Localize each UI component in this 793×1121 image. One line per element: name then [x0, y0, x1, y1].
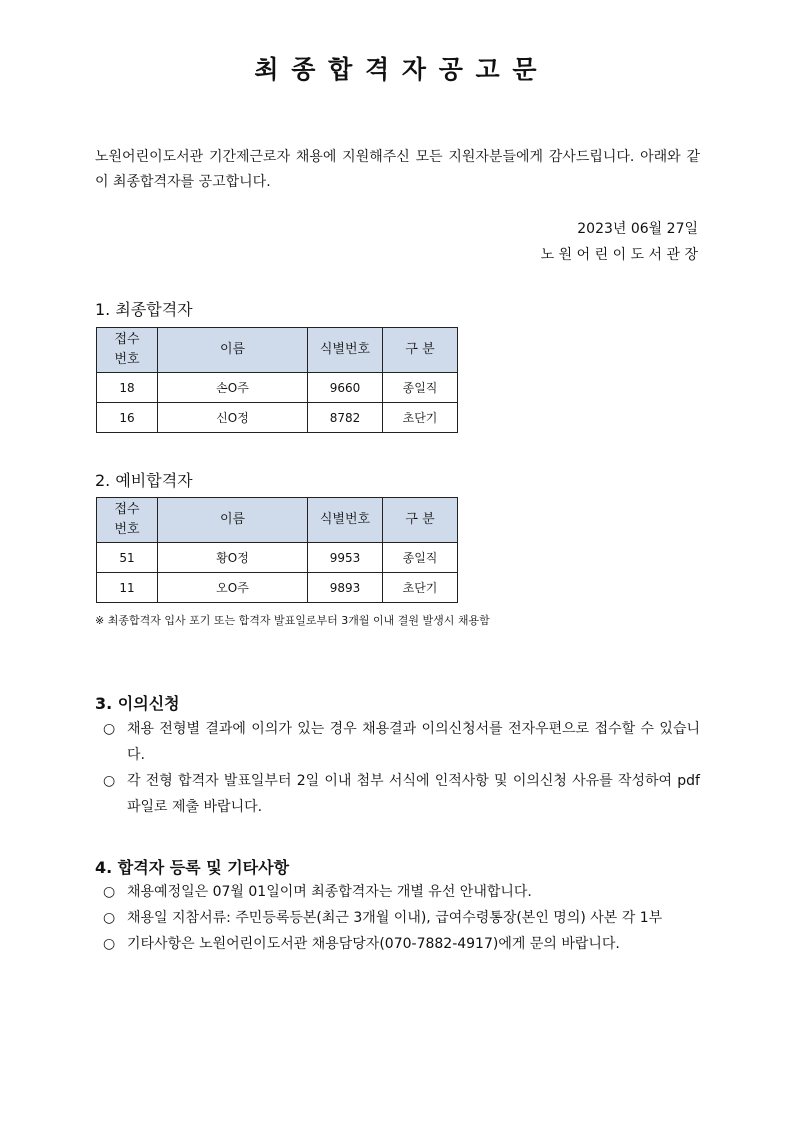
cell-receipt-number: 18 — [97, 373, 158, 403]
cell-name: 신O정 — [158, 403, 308, 433]
table-row — [97, 403, 458, 433]
list-item — [103, 768, 700, 820]
circle-bullet-icon: ○ — [103, 910, 116, 926]
cell-id-number: 8782 — [308, 403, 383, 433]
signer-name: 노 원 어 린 이 도 서 관 장 — [540, 247, 698, 263]
cell-name: 오O주 — [158, 573, 308, 603]
list-item — [103, 716, 700, 768]
header-name: 이름 — [158, 498, 308, 543]
header-receipt-number-line2: 번호 — [114, 522, 140, 537]
list-item-text: 채용예정일은 07월 01일이며 최종합격자는 개별 유선 안내합니다. — [127, 884, 532, 900]
announcement-date: 2023년 06월 27일 — [577, 221, 698, 237]
header-receipt-number-line1: 접수 — [114, 502, 140, 517]
cell-receipt-number: 16 — [97, 403, 158, 433]
list-item — [103, 879, 700, 905]
cell-name: 손O주 — [158, 373, 308, 403]
table-header-row — [97, 498, 458, 543]
list-item-text: 기타사항은 노원어린이도서관 채용담당자(070-7882-4917)에게 문의 바랍니다. — [127, 936, 620, 952]
header-receipt-number — [97, 328, 158, 373]
page-title: 최 종 합 격 자 공 고 문 — [254, 55, 539, 84]
circle-bullet-icon: ○ — [103, 721, 116, 737]
section-heading-final-pass: 1. 최종합격자 — [95, 300, 193, 319]
list-item — [103, 905, 700, 931]
header-name: 이름 — [158, 328, 308, 373]
table-row — [97, 573, 458, 603]
table-header-row — [97, 328, 458, 373]
list-item-text: 채용일 지참서류: 주민등록등본(최근 3개월 이내), 급여수령통장(본인 명의) 사본 각 1부 — [127, 910, 663, 926]
header-id-number: 식별번호 — [308, 328, 383, 373]
table-row — [97, 543, 458, 573]
circle-bullet-icon: ○ — [103, 884, 116, 900]
registration-list — [103, 879, 700, 957]
cell-id-number: 9953 — [308, 543, 383, 573]
circle-bullet-icon: ○ — [103, 936, 116, 952]
section-heading-objection: 3. 이의신청 — [95, 694, 180, 713]
reserve-pass-table — [96, 497, 458, 603]
list-item-text: 각 전형 합격자 발표일부터 2일 이내 첨부 서식에 인적사항 및 이의신청 사유를 작성하여 pdf 파일로 제출 바랍니다. — [127, 773, 700, 815]
header-category: 구 분 — [383, 498, 458, 543]
cell-receipt-number: 11 — [97, 573, 158, 603]
header-receipt-number — [97, 498, 158, 543]
header-receipt-number-line1: 접수 — [114, 332, 140, 347]
cell-id-number: 9660 — [308, 373, 383, 403]
header-receipt-number-line2: 번호 — [114, 352, 140, 367]
cell-category: 종일직 — [383, 373, 458, 403]
cell-name: 황O정 — [158, 543, 308, 573]
section-heading-registration: 4. 합격자 등록 및 기타사항 — [95, 858, 290, 877]
intro-paragraph: 노원어린이도서관 기간제근로자 채용에 지원해주신 모든 지원자분들에게 감사드립니다. 아래와 같이 최종합격자를 공고합니다. — [95, 149, 700, 190]
header-category: 구 분 — [383, 328, 458, 373]
cell-id-number: 9893 — [308, 573, 383, 603]
final-pass-table — [96, 327, 458, 433]
table-row — [97, 373, 458, 403]
list-item — [103, 931, 700, 957]
objection-list — [103, 716, 700, 820]
section-heading-reserve-pass: 2. 예비합격자 — [95, 471, 193, 490]
cell-category: 초단기 — [383, 403, 458, 433]
reserve-note: ※ 최종합격자 입사 포기 또는 합격자 발표일로부터 3개월 이내 결원 발생시 채용함 — [95, 614, 490, 627]
cell-category: 종일직 — [383, 543, 458, 573]
cell-receipt-number: 51 — [97, 543, 158, 573]
circle-bullet-icon: ○ — [103, 773, 116, 789]
cell-category: 초단기 — [383, 573, 458, 603]
list-item-text: 채용 전형별 결과에 이의가 있는 경우 채용결과 이의신청서를 전자우편으로 접수할 수 있습니다. — [127, 721, 700, 763]
header-id-number: 식별번호 — [308, 498, 383, 543]
